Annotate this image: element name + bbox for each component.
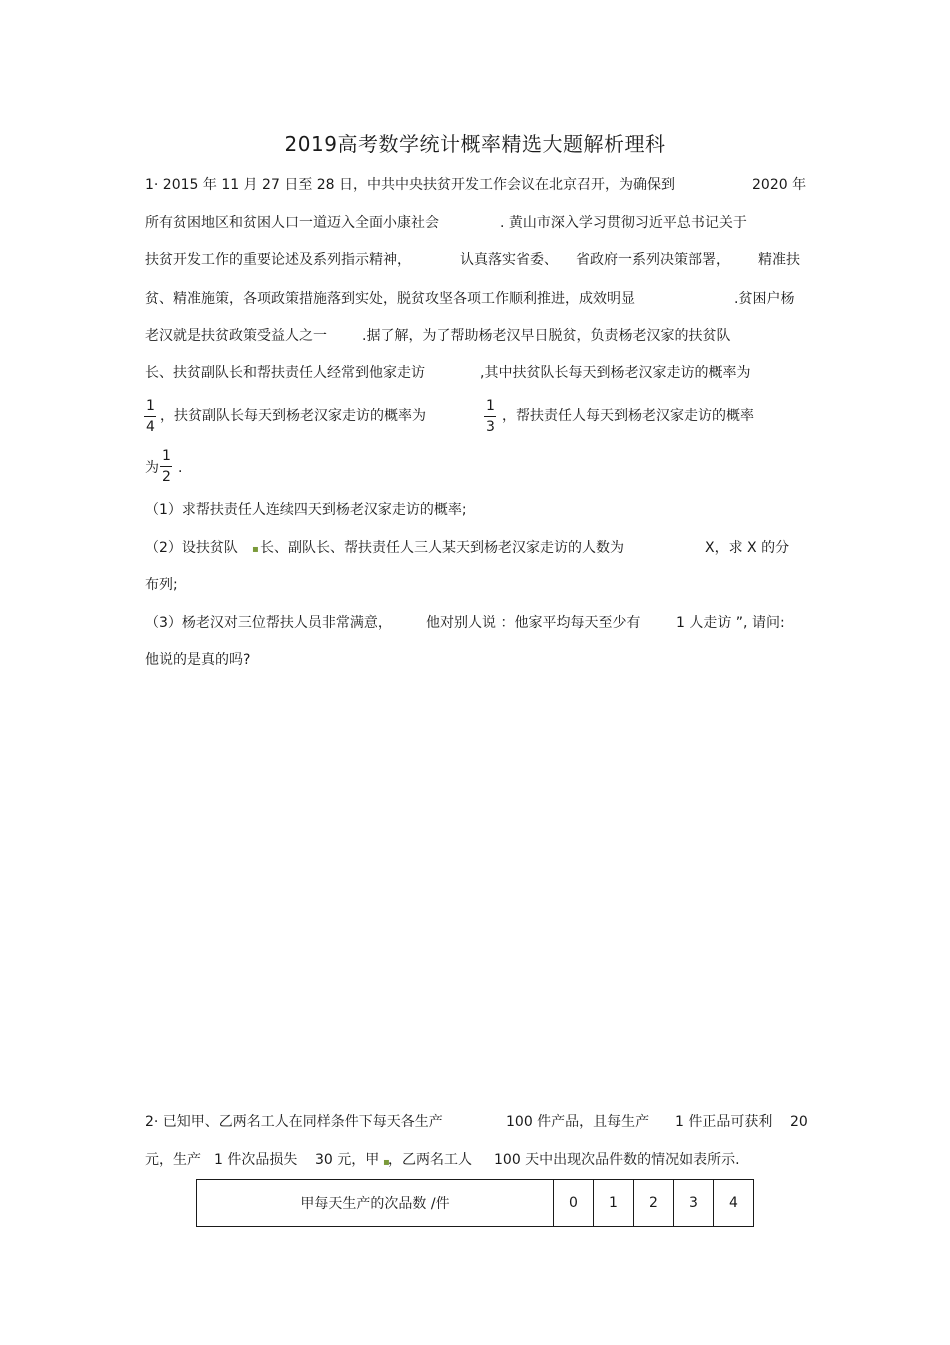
page-title: 2019高考数学统计概率精选大题解析理科 [284,132,666,156]
fraction-bar [160,466,172,467]
scan-dot-mark: ▪ [252,544,259,555]
q1-part-3a: （3）杨老汉对三位帮扶人员非常满意， [145,615,392,631]
q1-line-3c: 省政府一系列决策部署， [576,252,730,268]
fraction-1-4 [144,398,157,435]
q1-line-2a: 所有贫困地区和贫困人口一道迈入全面小康社会 [145,215,439,231]
q1-line-1b: 2020 年 [752,177,807,193]
fraction-bar [144,416,156,417]
q1-part-3d: 他说的是真的吗? [145,652,251,668]
q2-line-1d: 20 [790,1114,808,1130]
scan-dot-mark: ▪ [383,1157,390,1168]
q1-part-1: （1）求帮扶责任人连续四天到杨老汉家走访的概率; [145,502,467,518]
table-row [197,1180,754,1227]
q1-part-2c: X，求 X 的分 [705,540,790,556]
table-cell: 2 [634,1180,674,1227]
q1-line-6b: ,其中扶贫队长每天到杨老汉家走访的概率为 [480,365,751,381]
q2-line-1a: 2· 已知甲、乙两名工人在同样条件下每天各生产 [145,1114,443,1130]
fraction-numerator: 1 [146,398,155,414]
fraction-1-2 [160,448,173,485]
q2-line-2a: 元，生产 [145,1152,201,1168]
q1-part-2b: 长、副队长、帮扶责任人三人某天到杨老汉家走访的人数为 [260,540,624,556]
q1-line-3b: 认真落实省委、 [460,252,558,268]
fraction-numerator: 1 [162,448,171,464]
q2-line-2d: ，乙两名工人 [388,1152,472,1168]
q1-part-2d: 布列; [145,577,178,593]
fraction-denominator: 4 [146,419,155,435]
fraction-1-3 [484,398,497,435]
q1-line-5b: .据了解，为了帮助杨老汉早日脱贫，负责杨老汉家的扶贫队 [362,328,731,344]
q1-line-3d: 精准扶 [758,252,800,268]
q1-line-2b: . 黄山市深入学习贯彻习近平总书记关于 [500,215,747,231]
q1-line-8a: 为 [145,460,159,476]
table-cell: 0 [554,1180,594,1227]
q2-line-2e: 100 天中出现次品件数的情况如表所示. [494,1152,740,1168]
q2-line-1b: 100 件产品，且每生产 [506,1114,650,1130]
q1-line-6a: 长、扶贫副队长和帮扶责任人经常到他家走访 [145,365,425,381]
table-cell: 3 [674,1180,714,1227]
q1-part-3b: 他对别人说 ：他家平均每天至少有 [426,615,641,631]
table-header-cell: 甲每天生产的次品数 /件 [197,1180,554,1227]
q1-line-7a: ，扶贫副队长每天到杨老汉家走访的概率为 [160,408,426,424]
q1-line-4a: 贫、精准施策，各项政策措施落到实处，脱贫攻坚各项工作顺利推进，成效明显 [145,291,635,307]
q2-line-2c: 30 元，甲 [315,1152,380,1168]
q1-line-5a: 老汉就是扶贫政策受益人之一 [145,328,327,344]
q1-line-7b: ，帮扶责任人每天到杨老汉家走访的概率 [502,408,754,424]
q1-part-2a: （2）设扶贫队 [145,540,238,556]
fraction-bar [484,416,496,417]
q1-part-3c: 1 人走访 ”, 请问: [676,615,785,631]
fraction-numerator: 1 [486,398,495,414]
q1-line-8b: . [178,460,183,476]
q1-line-3a: 扶贫开发工作的重要论述及系列指示精神， [145,252,411,268]
q1-line-1a: 1· 2015 年 11 月 27 日至 28 日，中共中央扶贫开发工作会议在北京召开，为确保到 [145,177,676,193]
defects-table [196,1179,754,1227]
q2-line-1c: 1 件正品可获利 [675,1114,773,1130]
fraction-denominator: 3 [486,419,495,435]
q1-line-4b: .贫困户杨 [734,291,795,307]
table-cell: 1 [594,1180,634,1227]
fraction-denominator: 2 [162,469,171,485]
q2-line-2b: 1 件次品损失 [214,1152,298,1168]
table-cell: 4 [714,1180,754,1227]
